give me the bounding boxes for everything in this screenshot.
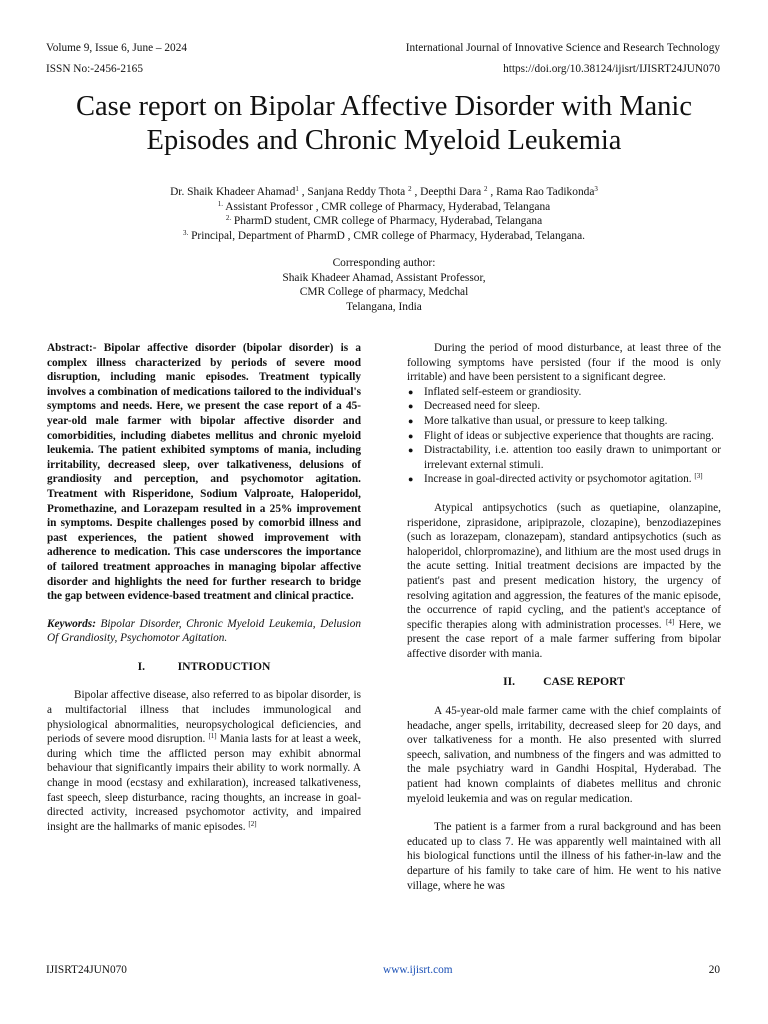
volume-info: Volume 9, Issue 6, June – 2024 <box>46 42 187 54</box>
list-item: ● Flight of ideas or subjective experience that thoughts are racing. <box>408 429 714 442</box>
left-column <box>47 341 361 834</box>
bullet-icon: ● <box>408 401 414 412</box>
issn: ISSN No:-2456-2165 <box>46 63 143 75</box>
affiliation-2: $^{2.}$ PharmD student, CMR college of Pharmacy, Hyderabad, Telangana <box>225 214 543 228</box>
keywords <box>47 617 361 646</box>
title-line-1: Case report on Bipolar Affective Disorder with Manic <box>75 91 693 122</box>
list-item: ● Decreased need for sleep. <box>408 400 541 413</box>
corr-label: Corresponding author: <box>332 257 436 269</box>
section-heading-introduction <box>47 660 361 675</box>
author-4-sup: 3 <box>594 185 598 193</box>
bullet-icon: ● <box>408 445 414 456</box>
running-header-2 <box>46 63 720 75</box>
citation-4[interactable]: [4] <box>666 617 675 626</box>
symptom-list <box>407 385 721 487</box>
author-block <box>40 185 728 243</box>
abstract: Abstract:- Bipolar affective disorder (bipolar disorder) is a complex illness characterized by periods of severe mood disruption, including manic episodes. Treatment typically involves a combination of medications tailored to the individual's symptoms and needs. Here, we present the case report of a 45-year-old male farmer with bipolar affective disorder and comorbidities, including diabetes mellitus and chronic myeloid leukemia. The patient exhibited symptoms of mania, including irritability, decreased sleep, over talkativeness, delusions of grandiosity and perception, and psychomotor agitation. Treatment with Risperidone, Sodium Valproate, Haloperidol, Promethazine, and Lorazepam resulted in a 25% improvement in symptoms. Despite challenges posed by comorbid illness and past experiences, the patient showed improvement with adherence to medication. This case underscores the importance of tailored treatment approaches in managing bipolar affective disorder and highlights the need for further research to bridge the gap between evidence-based treatment and clinical practice. <box>47 342 361 603</box>
running-header <box>46 42 720 54</box>
corresponding-author <box>40 256 728 314</box>
list-item: ● Inflated self-esteem or grandiosity. <box>408 385 582 398</box>
author-2-sup: 2 <box>408 185 412 193</box>
citation-1[interactable]: [1] <box>208 732 217 741</box>
bullet-icon: ● <box>408 474 414 485</box>
corr-name: Shaik Khadeer Ahamad, Assistant Professor, <box>282 271 486 284</box>
bullet-icon: ● <box>408 430 414 441</box>
affiliation-1: $^{1.}$ Assistant Professor , CMR college of Pharmacy, Hyderabad, Telangana <box>217 199 551 213</box>
citation-3[interactable]: [3] <box>694 472 703 481</box>
author-1: Dr. Shaik Khadeer Ahamad <box>170 186 296 198</box>
list-item: ● Increase in goal-directed activity or psychomotor agitation. [3] <box>408 472 703 486</box>
right-column <box>407 341 721 893</box>
list-item: ● Distractability, i.e. attention too easily drawn to unimportant or irrelevant external stimuli. <box>408 444 721 471</box>
intro-paragraph: Bipolar affective disease, also referred to as bipolar disorder, is a multifactorial illness that includes immunological and physiological abnormalities, neuropsychological deficiencies, and periods of severe mood disruption. [1] Mania lasts for at least a week, during which time the afflicted person may exhibit abnormal behaviour that significantly impairs their ability to work normally. A change in mood (ecstasy and exhilaration), increased talkativeness, fast speech, sleep disturbance, racing thoughts, an increase in goal-directed activity, increased psychomotor activity, and impaired insight are the hallmarks of manic episodes. [2] <box>47 689 362 833</box>
corr-place: Telangana, India <box>346 300 422 313</box>
page-footer <box>46 964 720 976</box>
bullet-icon: ● <box>408 415 414 426</box>
author-3-sup: 2 <box>484 185 488 193</box>
author-3: , Deepthi Dara <box>411 186 485 198</box>
paper-title <box>20 90 748 158</box>
corr-institution: CMR College of pharmacy, Medchal <box>299 286 469 299</box>
list-item: ● More talkative than usual, or pressure to keep talking. <box>408 414 668 427</box>
author-1-sup: 1 <box>295 185 299 193</box>
title-line-2: Episodes and Chronic Myeloid Leukemia <box>146 125 622 156</box>
journal-name: International Journal of Innovative Science and Research Technology <box>405 42 720 54</box>
doi-link[interactable]: https://doi.org/10.38124/ijisrt/IJISRT24JUN070 <box>503 63 720 75</box>
treatment-paragraph: Atypical antipsychotics (such as quetiapine, olanzapine, risperidone, ziprasidone, aripiprazole, clozapine), benzodiazepines (such as lorazepam, clonazepam), standard antipsychotics (such as haloperidol, chlorpromazine), and lithium are the most used drugs in the acute setting. Initial treatment decisions are impacted by the patient's past and present medication history, the urgency of resolving agitation and aggression, the features of the manic episode, the occurrence of rapid cycling, and the patient's acceptance of specific therapies along with administration processes. [4] Here, we present the case report of a male farmer suffering from bipolar affective disorder with mania. <box>407 501 722 660</box>
section-number: II. <box>503 675 516 689</box>
author-4: , Rama Rao Tadikonda <box>487 186 595 198</box>
author-2: , Sanjana Reddy Thota <box>298 186 409 198</box>
case-paragraph-2: The patient is a farmer from a rural background and has been educated up to class 7. He was apparently well maintained with all his biological functions until the illness of his father-in-law and the departure of his family to take care of him. He went to his native village, where he was <box>407 821 721 892</box>
criteria-paragraph: During the period of mood disturbance, at least three of the following symptoms have persisted (four if the mood is only irritable) and have been persistent to a significant degree. <box>407 342 721 384</box>
keywords-label: Keywords: <box>47 617 96 630</box>
keywords-text: Bipolar Disorder, Chronic Myeloid Leukemia, Delusion Of Grandiosity, Psychomotor Agitation. <box>47 617 361 645</box>
citation-2[interactable]: [2] <box>248 819 257 828</box>
author-list <box>40 185 728 200</box>
footer-paper-id: IJISRT24JUN070 <box>46 964 127 976</box>
bullet-icon: ● <box>408 386 414 397</box>
affiliation-3: $^{3.}$ Principal, Department of PharmD , CMR college of Pharmacy, Hyderabad, Telangana. <box>182 228 586 242</box>
section-number: I. <box>137 659 146 673</box>
page-number: 20 <box>708 964 720 976</box>
section-heading-case-report <box>407 675 721 690</box>
section-title: INTRODUCTION <box>177 659 271 673</box>
case-paragraph-1: A 45-year-old male farmer came with the chief complaints of headache, anger spells, irritability, decreased sleep for 20 days, and over talkativeness for a month. He also presented with slurred speech, salivation, and numbness of the fingers and was admitted to the male psychiatry ward in Gandhi Hospital, Hyderabad. The patient had known complaints of diabetes mellitus and chronic myeloid leukemia and was on regular medication. <box>407 705 721 805</box>
footer-website-link[interactable]: www.ijisrt.com <box>383 964 453 976</box>
section-title: CASE REPORT <box>543 675 625 689</box>
